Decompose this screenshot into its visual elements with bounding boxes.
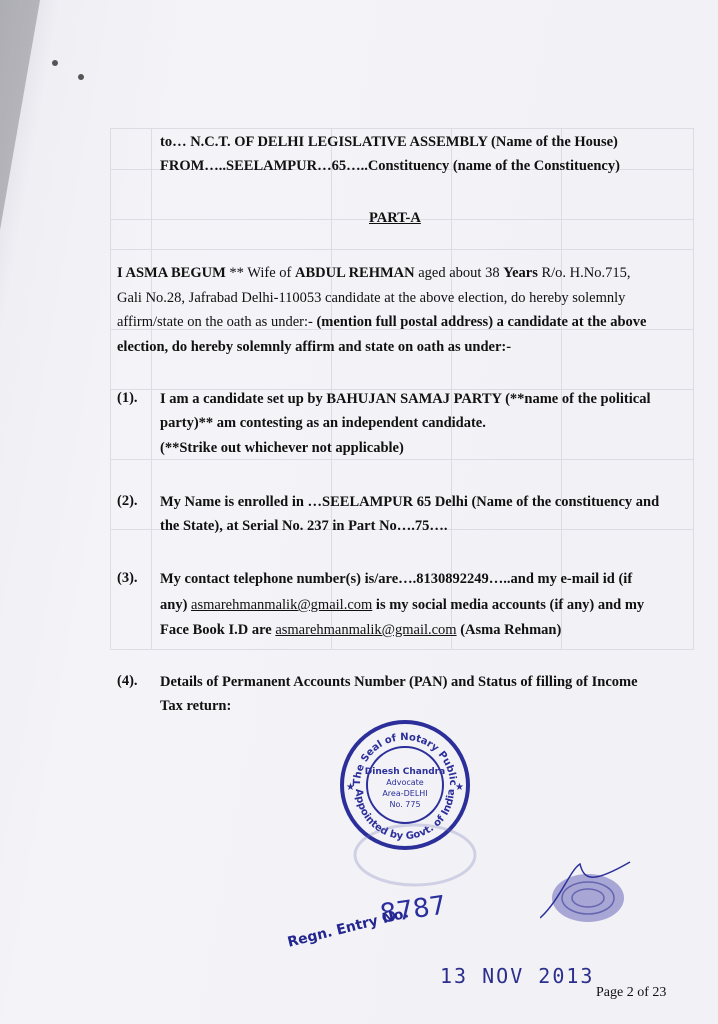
svg-text:Appointed by Govt. of India: Appointed by Govt. of India — [352, 788, 458, 843]
intro-text: affirm/state on the oath as under:- — [117, 314, 317, 330]
item-number: (1). — [117, 390, 138, 406]
punch-hole — [78, 74, 84, 80]
husband-name: ABDUL REHMAN — [294, 265, 415, 281]
item-number: (3). — [117, 570, 138, 586]
item-3-line — [160, 621, 561, 639]
svg-text:Dinesh Chandra: Dinesh Chandra — [364, 767, 446, 777]
page-number: Page 2 of 23 — [596, 985, 667, 1000]
punch-hole — [52, 60, 58, 66]
item-text: any) — [160, 597, 192, 613]
item-4-line: Tax return: — [160, 698, 232, 714]
item-2-line: the State), at Serial No. 237 in Part No….75…. — [160, 518, 448, 534]
intro-text: Years — [503, 265, 538, 281]
svg-text:★: ★ — [346, 782, 355, 793]
item-number: (4). — [117, 673, 138, 689]
svg-text:The Seal of Notary Public: The Seal of Notary Public — [351, 731, 459, 787]
svg-text:Area-DELHI: Area-DELHI — [382, 789, 428, 798]
intro-line-3 — [117, 313, 646, 331]
faint-seal-icon — [345, 820, 485, 890]
item-1-line: I am a candidate set up by BAHUJAN SAMAJ PARTY (**name of the political — [160, 391, 651, 407]
intro-text: aged about 38 — [414, 265, 504, 281]
svg-text:★: ★ — [455, 782, 464, 793]
intro-line-2: Gali No.28, Jafrabad Delhi-110053 candidate at the above election, do hereby solemnly — [117, 290, 626, 306]
item-number: (2). — [117, 493, 138, 509]
item-text: (Asma Rehman) — [456, 622, 562, 638]
email-link[interactable]: asmarehmanmalik@gmail.com — [191, 597, 373, 613]
intro-text: R/o. H.No.715, — [537, 265, 631, 281]
date-stamp: 13 NOV 2013 — [440, 964, 595, 988]
assembly-line: to… N.C.T. OF DELHI LEGISLATIVE ASSEMBLY (Name of the House) — [160, 134, 618, 150]
handwritten-number: 8787 — [378, 890, 448, 930]
email-link[interactable]: asmarehmanmalik@gmail.com — [275, 622, 457, 638]
item-text: is my social media accounts (if any) and my — [372, 597, 645, 613]
thumbprint-signature-icon — [540, 860, 632, 924]
svg-text:Advocate: Advocate — [386, 778, 424, 787]
page-curl-shadow — [0, 0, 40, 230]
item-text: Face Book I.D are — [160, 622, 276, 638]
part-title: PART-A — [369, 210, 421, 226]
intro-line-4: election, do hereby solemnly affirm and state on oath as under:- — [117, 339, 512, 355]
item-1-line: (**Strike out whichever not applicable) — [160, 440, 404, 456]
entry-stamp: Regn. Entry No. — [285, 905, 411, 951]
svg-text:No. 775: No. 775 — [389, 800, 421, 809]
item-1-line: party)** am contesting as an independent candidate. — [160, 415, 486, 431]
intro-text: (mention full postal address) a candidate at the above — [316, 314, 647, 330]
intro-line-1 — [117, 264, 631, 282]
constituency-line: FROM…..SEELAMPUR…65…..Constituency (name of the Constituency) — [160, 158, 620, 174]
item-2-line: My Name is enrolled in …SEELAMPUR 65 Delhi (Name of the constituency and — [160, 494, 660, 510]
item-3-line: My contact telephone number(s) is/are….8130892249…..and my e-mail id (if — [160, 571, 633, 587]
intro-text: ** Wife of — [225, 265, 295, 281]
candidate-name: I ASMA BEGUM — [117, 265, 226, 281]
item-4-line: Details of Permanent Accounts Number (PAN) and Status of filling of Income — [160, 674, 638, 690]
item-3-line — [160, 596, 644, 614]
